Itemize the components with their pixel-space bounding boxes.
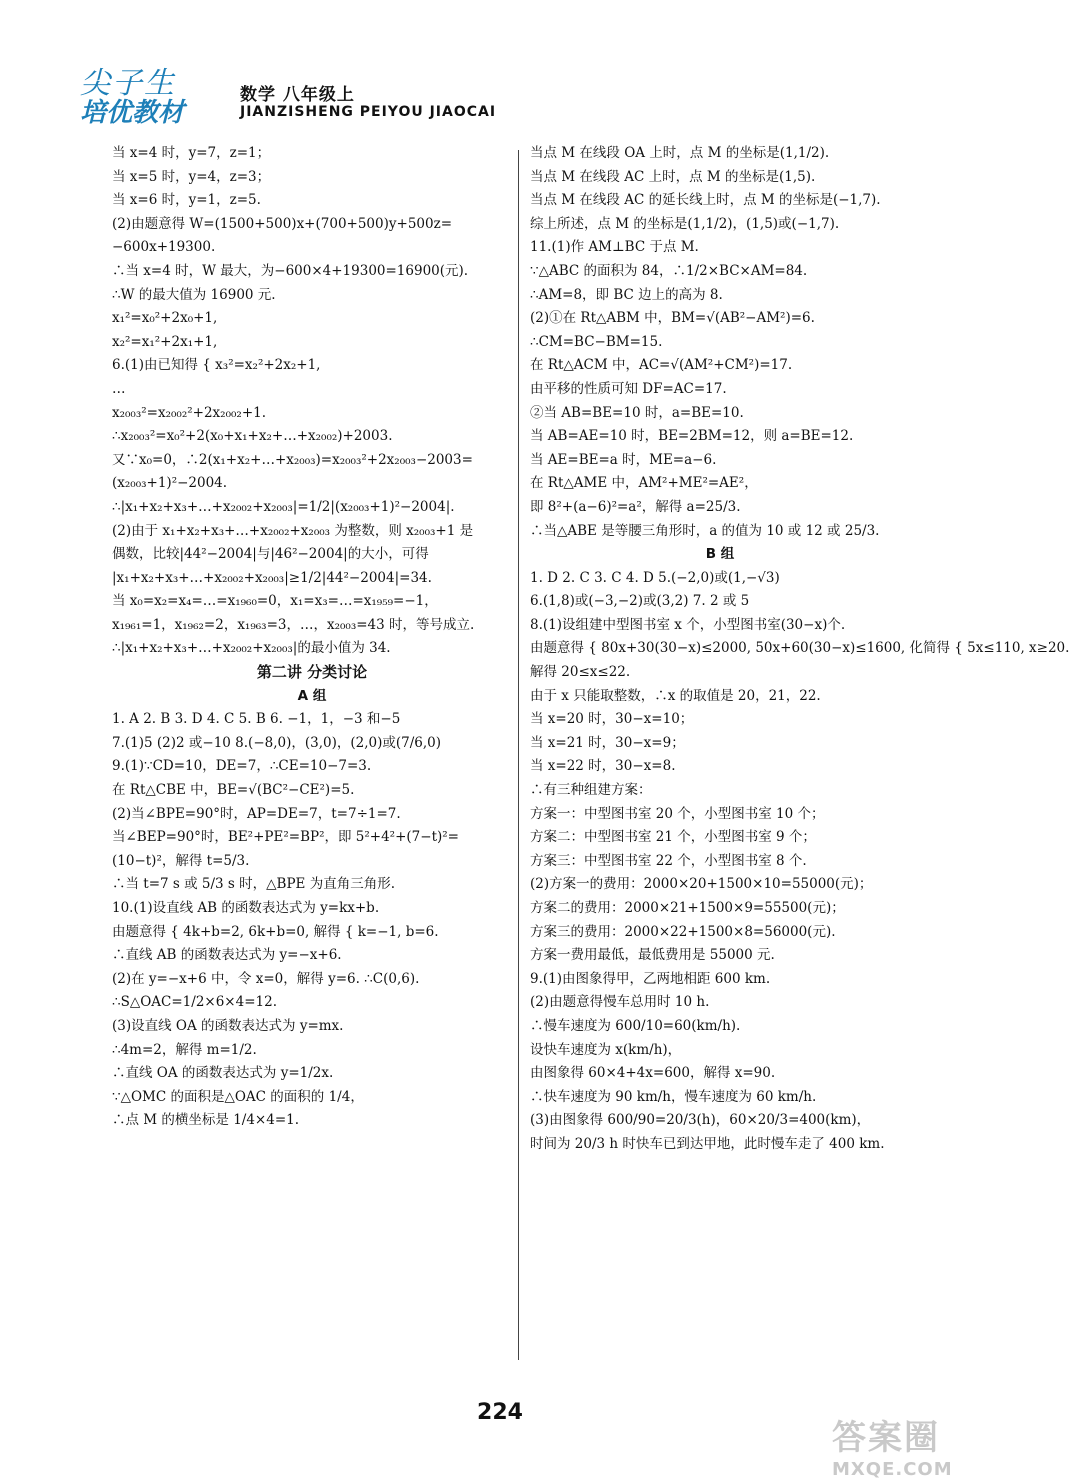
answer-line: 当点 M 在线段 AC 的延长线上时，点 M 的坐标是(−1,7). [530,192,881,209]
answer-line: (10−t)²，解得 t=5/3. [112,852,250,869]
answer-line: ∴当 x=4 时，W 最大，为−600×4+19300=16900(元). [112,262,469,279]
answer-line: 由平移的性质可知 DF=AC=17. [530,380,727,397]
answer-line: 当点 M 在线段 OA 上时，点 M 的坐标是(1,1/2). [530,145,830,161]
answer-line: ∴当△ABE 是等腰三角形时，a 的值为 10 或 12 或 25/3. [530,522,880,539]
answer-line: ∴有三种组建方案： [530,782,652,799]
answer-line: ∴直线 AB 的函数表达式为 y=−x+6. [112,947,342,964]
answer-line: 当 x=6 时，y=1，z=5. [112,192,261,209]
answer-line: 在 Rt△AME 中，AM²+ME²=AE²， [530,475,758,492]
answer-line: x₁²=x₀²+2x₀+1, [112,310,218,327]
answer-line: ∴直线 OA 的函数表达式为 y=1/2x. [112,1065,334,1082]
page-header [70,58,950,128]
answer-line: ∴S△OAC=1/2×6×4=12. [112,994,277,1011]
answer-line: ∴AM=8，即 BC 边上的高为 8. [530,286,723,303]
answer-line: A 组 [297,687,327,704]
logo-line2: 培优教材 [80,98,185,128]
answer-line: ∴当 t=7 s 或 5/3 s 时，△BPE 为直角三角形. [112,876,395,893]
answer-line: 6.(1)由已知得 { x₃²=x₂²+2x₂+1, [112,357,321,374]
answer-line: … [112,380,126,397]
answer-line: x₂₀₀₃²=x₂₀₀₂²+2x₂₀₀₂+1. [112,404,267,421]
answer-line: (2)由题意得 W=(1500+500)x+(700+500)y+500z= [112,215,453,232]
answer-line: 1. A 2. B 3. D 4. C 5. B 6. −1，1，−3 和−5 [112,711,401,728]
answer-line: 当 x=21 时，30−x=9； [530,734,685,751]
column-divider [518,150,519,1360]
answer-line: (3)由图象得 600/90=20/3(h)，60×20/3=400(km)， [530,1112,871,1129]
answer-line: 9.(1)由图象得甲，乙两地相距 600 km. [530,970,771,987]
answer-line: (2)由于 x₁+x₂+x₃+…+x₂₀₀₂+x₂₀₀₃ 为整数，则 x₂₀₀₃+1 是 [112,522,474,539]
right-column [530,142,1069,1157]
logo-line1: 尖子生 [80,66,176,101]
answer-line: ∵△OMC 的面积是△OAC 的面积的 1/4， [112,1088,364,1105]
answer-line: 当 x=20 时，30−x=10； [530,711,694,728]
answer-line: 方案三：中型图书室 22 个，小型图书室 8 个. [530,852,807,869]
answer-line: 即 8²+(a−6)²=a²，解得 a=25/3. [530,498,741,515]
left-column [112,142,512,1133]
answer-line: ∴CM=BC−BM=15. [530,333,663,350]
answer-line: 当 AE=BE=a 时，ME=a−6. [530,451,717,468]
answer-line: (2)由题意得慢车总用时 10 h. [530,994,710,1011]
answer-line: 当 AB=AE=10 时，BE=2BM=12，则 a=BE=12. [530,428,854,445]
answer-line: ∴慢车速度为 600/10=60(km/h). [530,1017,741,1034]
answer-line: 6.(1,8)或(−3,−2)或(3,2) 7. 2 或 5 [530,593,750,610]
answer-line: 在 Rt△CBE 中，BE=√(BC²−CE²)=5. [112,782,355,799]
answer-line: (x₂₀₀₃+1)²−2004. [112,475,228,492]
answer-line: 综上所述，点 M 的坐标是(1,1/2)，(1,5)或(−1,7). [530,215,840,232]
answer-line: 由图象得 60×4+4x=600，解得 x=90. [530,1065,776,1082]
answer-line: (2)在 y=−x+6 中，令 x=0，解得 y=6. ∴C(0,6). [112,970,420,987]
answer-line: ∴|x₁+x₂+x₃+…+x₂₀₀₂+x₂₀₀₃|的最小值为 34. [112,640,391,657]
book-subtitle: JIANZISHENG PEIYOU JIAOCAI [240,104,497,120]
answer-line: |x₁+x₂+x₃+…+x₂₀₀₂+x₂₀₀₃|≥1/2|44²−2004|=34. [112,569,432,586]
answer-line: ∴4m=2，解得 m=1/2. [112,1041,257,1058]
answer-line: 偶数，比较|44²−2004|与|46²−2004|的大小，可得 [112,546,429,563]
answer-line: ∴x₂₀₀₃²=x₀²+2(x₀+x₁+x₂+…+x₂₀₀₂)+2003. [112,428,393,445]
answer-line: 11.(1)作 AM⊥BC 于点 M. [530,239,699,256]
answer-line: 设快车速度为 x(km/h)， [530,1041,682,1058]
answer-line: 1. D 2. C 3. C 4. D 5.(−2,0)或(1,−√3) [530,569,780,586]
answer-line: (2)①在 Rt△ABM 中，BM=√(AB²−AM²)=6. [530,310,815,327]
answer-line: 方案二：中型图书室 21 个，小型图书室 9 个； [530,829,816,846]
answer-line: −600x+19300. [112,239,216,256]
answer-line: 方案一：中型图书室 20 个，小型图书室 10 个； [530,805,825,822]
watermark-url: MXQE.COM [832,1459,953,1480]
answer-line: x₁₉₆₁=1，x₁₉₆₂=2，x₁₉₆₃=3，…，x₂₀₀₃=43 时，等号成立. [112,616,475,633]
answer-line: x₂²=x₁²+2x₁+1, [112,333,218,350]
answer-line: ∴快车速度为 90 km/h，慢车速度为 60 km/h. [530,1088,817,1105]
answer-line: 方案一费用最低，最低费用是 55000 元. [530,947,775,964]
answer-line: B 组 [705,546,735,563]
answer-line: 在 Rt△ACM 中，AC=√(AM²+CM²)=17. [530,357,793,374]
book-title: 数学 八年级上 [240,85,355,105]
answer-line: 解得 20≤x≤22. [530,664,631,681]
answer-line: 当∠BEP=90°时，BE²+PE²=BP²，即 5²+4²+(7−t)²= [112,829,459,846]
answer-line: 当 x=5 时，y=4，z=3； [112,168,271,185]
answer-line: 当 x=22 时，30−x=8. [530,758,676,775]
answer-line: (3)设直线 OA 的函数表达式为 y=mx. [112,1017,344,1034]
answer-line: 由于 x 只能取整数，∴x 的取值是 20，21，22. [530,687,821,704]
page-number: 224 [477,1400,523,1425]
answer-line: 10.(1)设直线 AB 的函数表达式为 y=kx+b. [112,900,380,916]
answer-line: 当点 M 在线段 AC 上时，点 M 的坐标是(1,5). [530,168,816,185]
answer-line: 又∵x₀=0，∴2(x₁+x₂+…+x₂₀₀₃)=x₂₀₀₃²+2x₂₀₀₃−2003= [112,451,473,468]
answer-line: 当 x₀=x₂=x₄=…=x₁₉₆₀=0，x₁=x₃=…=x₁₉₅₉=−1， [112,593,438,610]
answer-line: ∴点 M 的横坐标是 1/4×4=1. [112,1112,300,1129]
watermark-text: 答案圈 [832,1418,940,1458]
answer-line: 由题意得 { 4k+b=2, 6k+b=0, 解得 { k=−1, b=6. [112,923,439,940]
answer-line: ∴W 的最大值为 16900 元. [112,286,276,303]
answer-line: 方案二的费用：2000×21+1500×9=55500(元)； [530,900,845,916]
answer-line: (2)当∠BPE=90°时，AP=DE=7，t=7÷1=7. [112,805,401,822]
answer-line: (2)方案一的费用：2000×20+1500×10=55000(元)； [530,876,873,893]
answer-line: 第二讲 分类讨论 [256,663,368,682]
answer-line: 方案三的费用：2000×22+1500×8=56000(元). [530,923,836,940]
answer-line: 当 x=4 时，y=7，z=1； [112,145,271,161]
answer-line: 时间为 20/3 h 时快车已到达甲地，此时慢车走了 400 km. [530,1135,885,1152]
answer-line: 7.(1)5 (2)2 或−10 8.(−8,0)，(3,0)，(2,0)或(7/6,0) [112,734,442,751]
answer-line: ∴|x₁+x₂+x₃+…+x₂₀₀₂+x₂₀₀₃|=1/2|(x₂₀₀₃+1)²−2004|. [112,498,455,515]
answer-line: 9.(1)∵CD=10，DE=7，∴CE=10−7=3. [112,758,372,775]
answer-line: ②当 AB=BE=10 时，a=BE=10. [530,404,744,421]
answer-line: ∵△ABC 的面积为 84，∴1/2×BC×AM=84. [530,262,808,279]
watermark [832,1410,982,1480]
answer-line: 8.(1)设组建中型图书室 x 个，小型图书室(30−x)个. [530,616,846,633]
answer-line: 由题意得 { 80x+30(30−x)≤2000, 50x+60(30−x)≤1600, 化简得 { 5x≤110, x≥20. [530,640,1069,657]
